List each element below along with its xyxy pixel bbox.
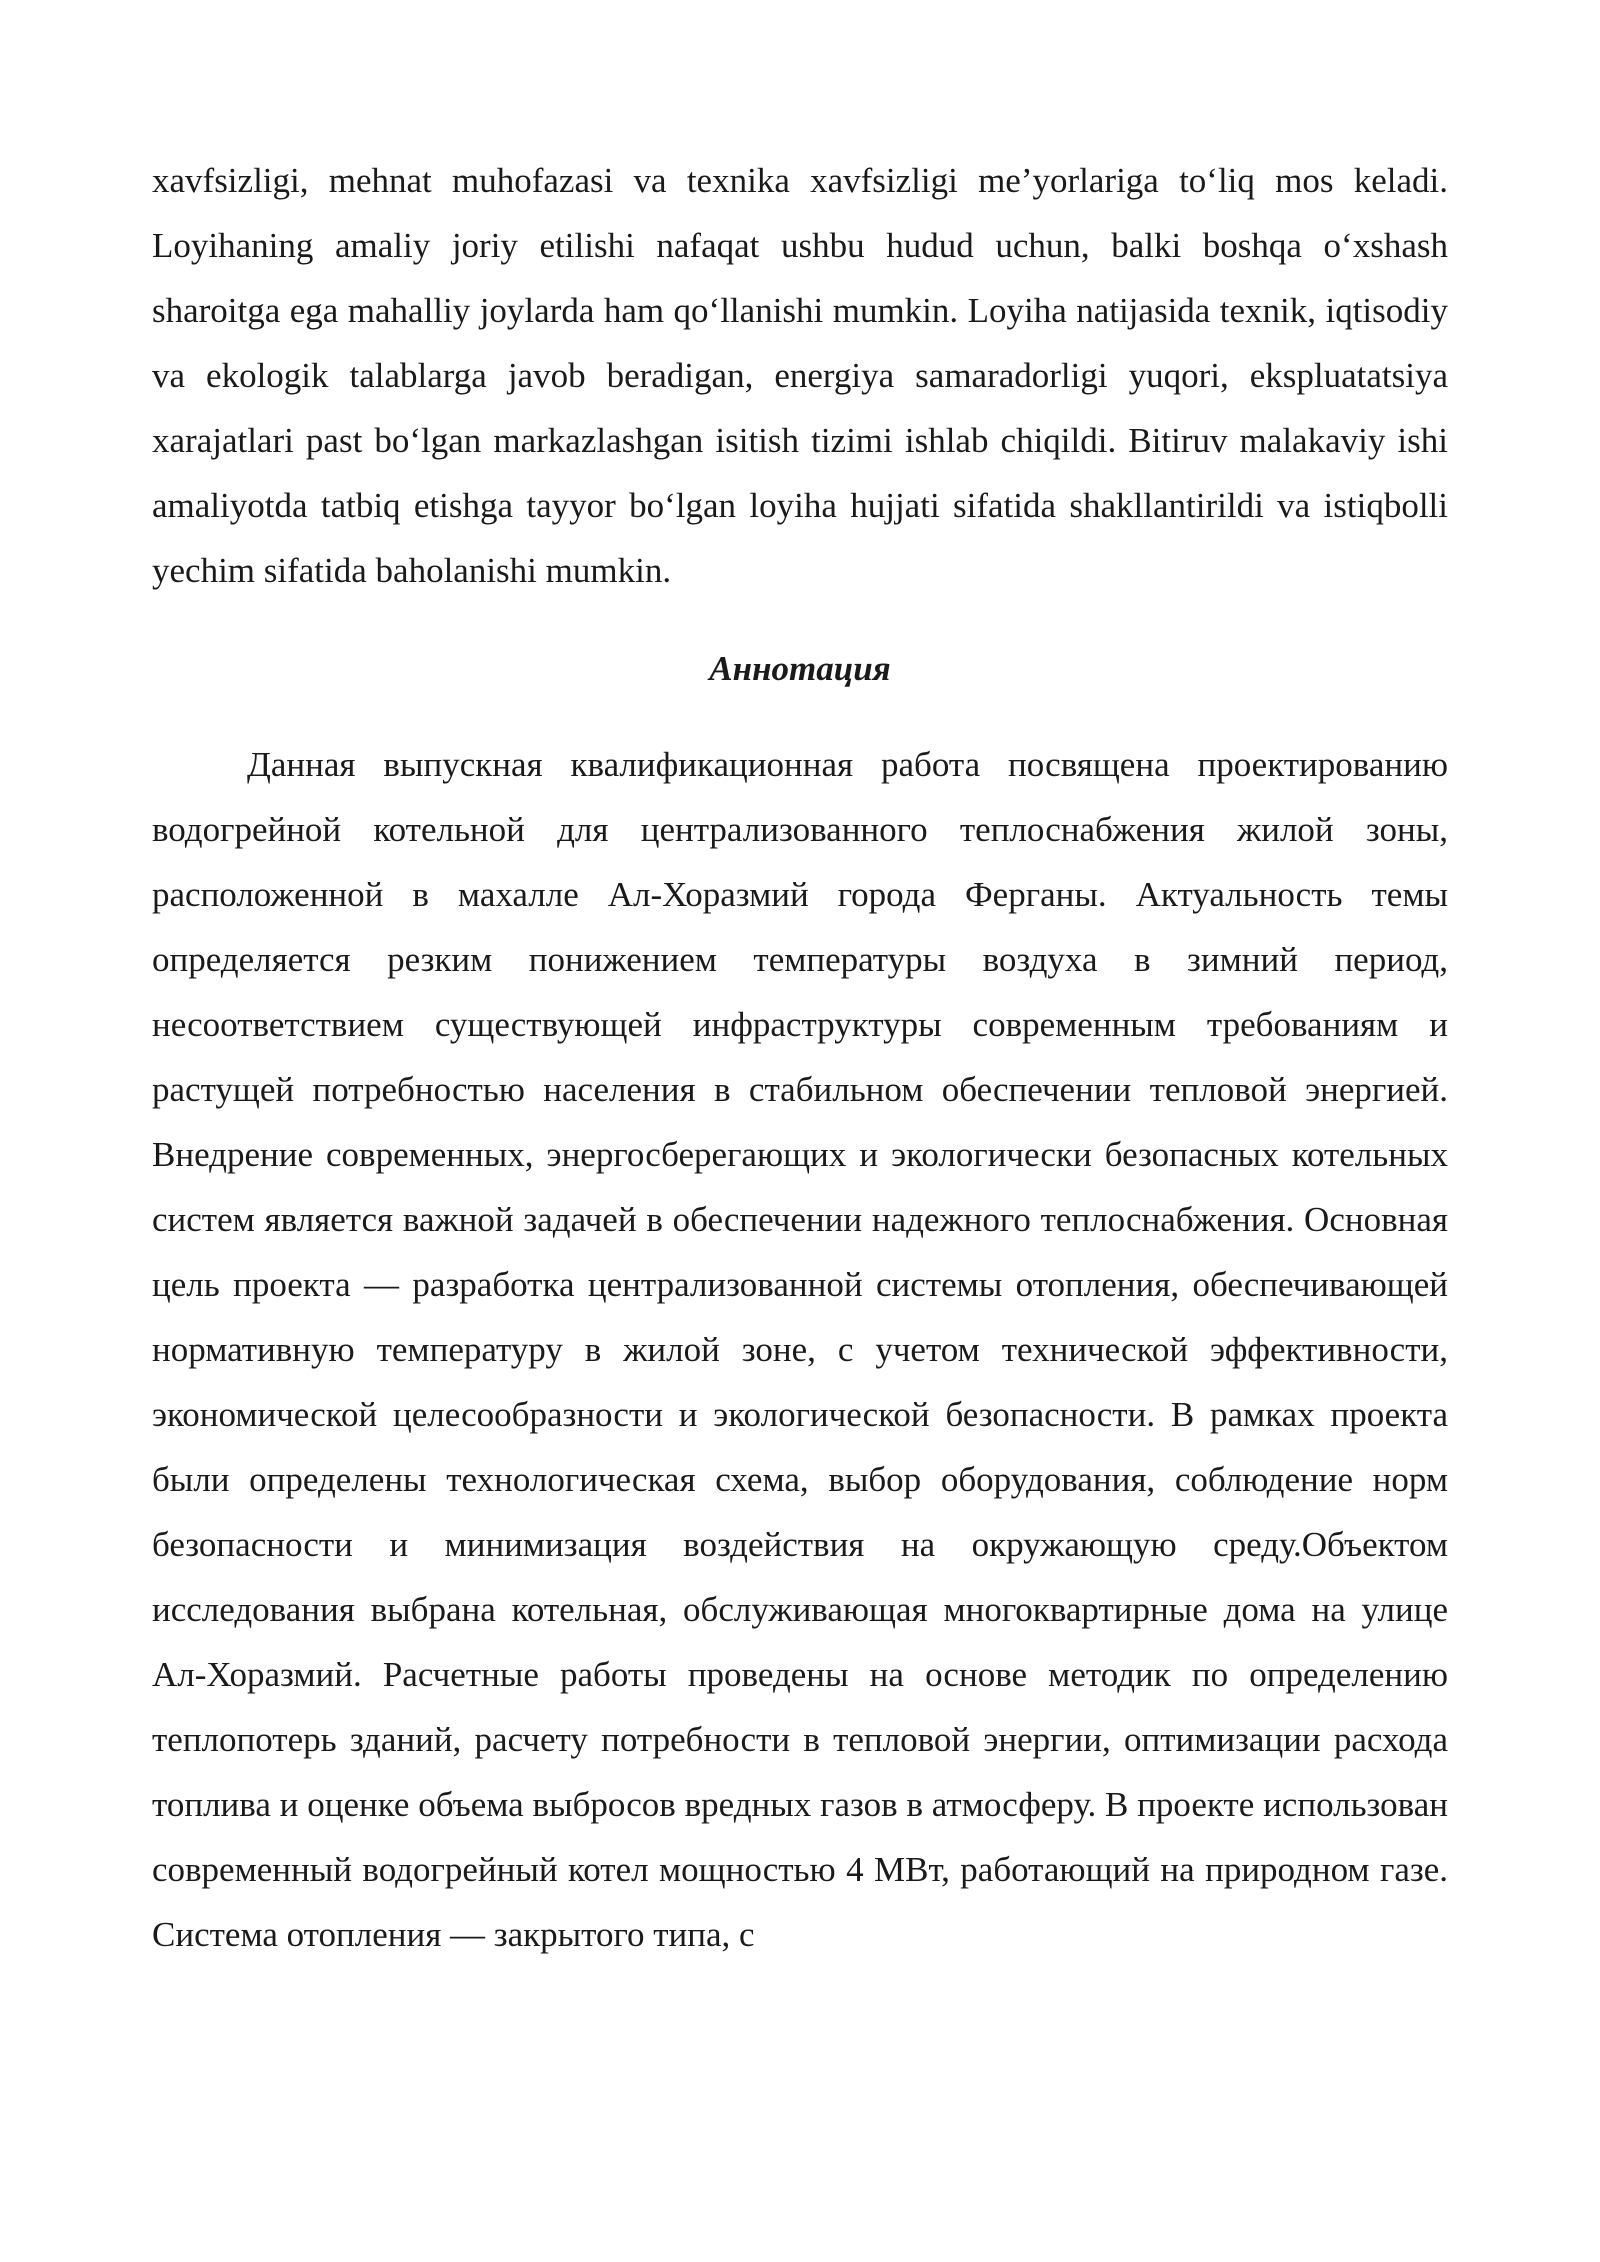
annotation-heading: Аннотация bbox=[709, 649, 891, 688]
russian-annotation-paragraph: Данная выпускная квалификационная работа посвящена проектированию водогрейной котельной для централизованного теплоснабжения жилой зоны, расположенной в махалле Ал-Хоразмий города Ферганы. Актуальность темы определяется резким понижением температуры воздуха в зимний период, несоответствием существующей инфраструктуры современным требованиям и растущей потребностью населения в стабильном обеспечении тепловой энергией. Внедрение современных, энергосберегающих и экологически безопасных котельных систем является важной задачей в обеспечении надежного теплоснабжения. Основная цель проекта — разработка централизованной системы отопления, обеспечивающей нормативную температуру в жилой зоне, с учетом технической эффективности, экономической целесообразности и экологической безопасности. В рамках проекта были определены технологическая схема, выбор оборудования, соблюдение норм безопасности и минимизация воздействия на окружающую среду.Объектом исследования выбрана котельная, обслуживающая многоквартирные дома на улице Ал-Хоразмий. Расчетные работы проведены на основе методик по определению теплопотерь зданий, расчету потребности в тепловой энергии, оптимизации расхода топлива и оценке объема выбросов вредных газов в атмосферу. В проекте использован современный водогрейный котел мощностью 4 МВт, работающий на природном газе. Система отопления — закрытого типа, с bbox=[152, 745, 1448, 1954]
uzbek-summary-paragraph: xavfsizligi, mehnat muhofazasi va texnika xavfsizligi me’yorlariga to‘liq mos keladi. Loyihaning amaliy joriy etilishi nafaqat ushbu hudud uchun, balki boshqa o‘xshash sharoitga ega mahalliy joylarda ham qo‘llanishi mumkin. Loyiha natijasida texnik, iqtisodiy va ekologik talablarga javob beradigan, energiya samaradorligi yuqori, ekspluatatsiya xarajatlari past bo‘lgan markazlashgan isitish tizimi ishlab chiqildi. Bitiruv malakaviy ishi amaliyotda tatbiq etishga tayyor bo‘lgan loyiha hujjati sifatida shakllantirildi va istiqbolli yechim sifatida baholanishi mumkin. bbox=[152, 161, 1448, 590]
